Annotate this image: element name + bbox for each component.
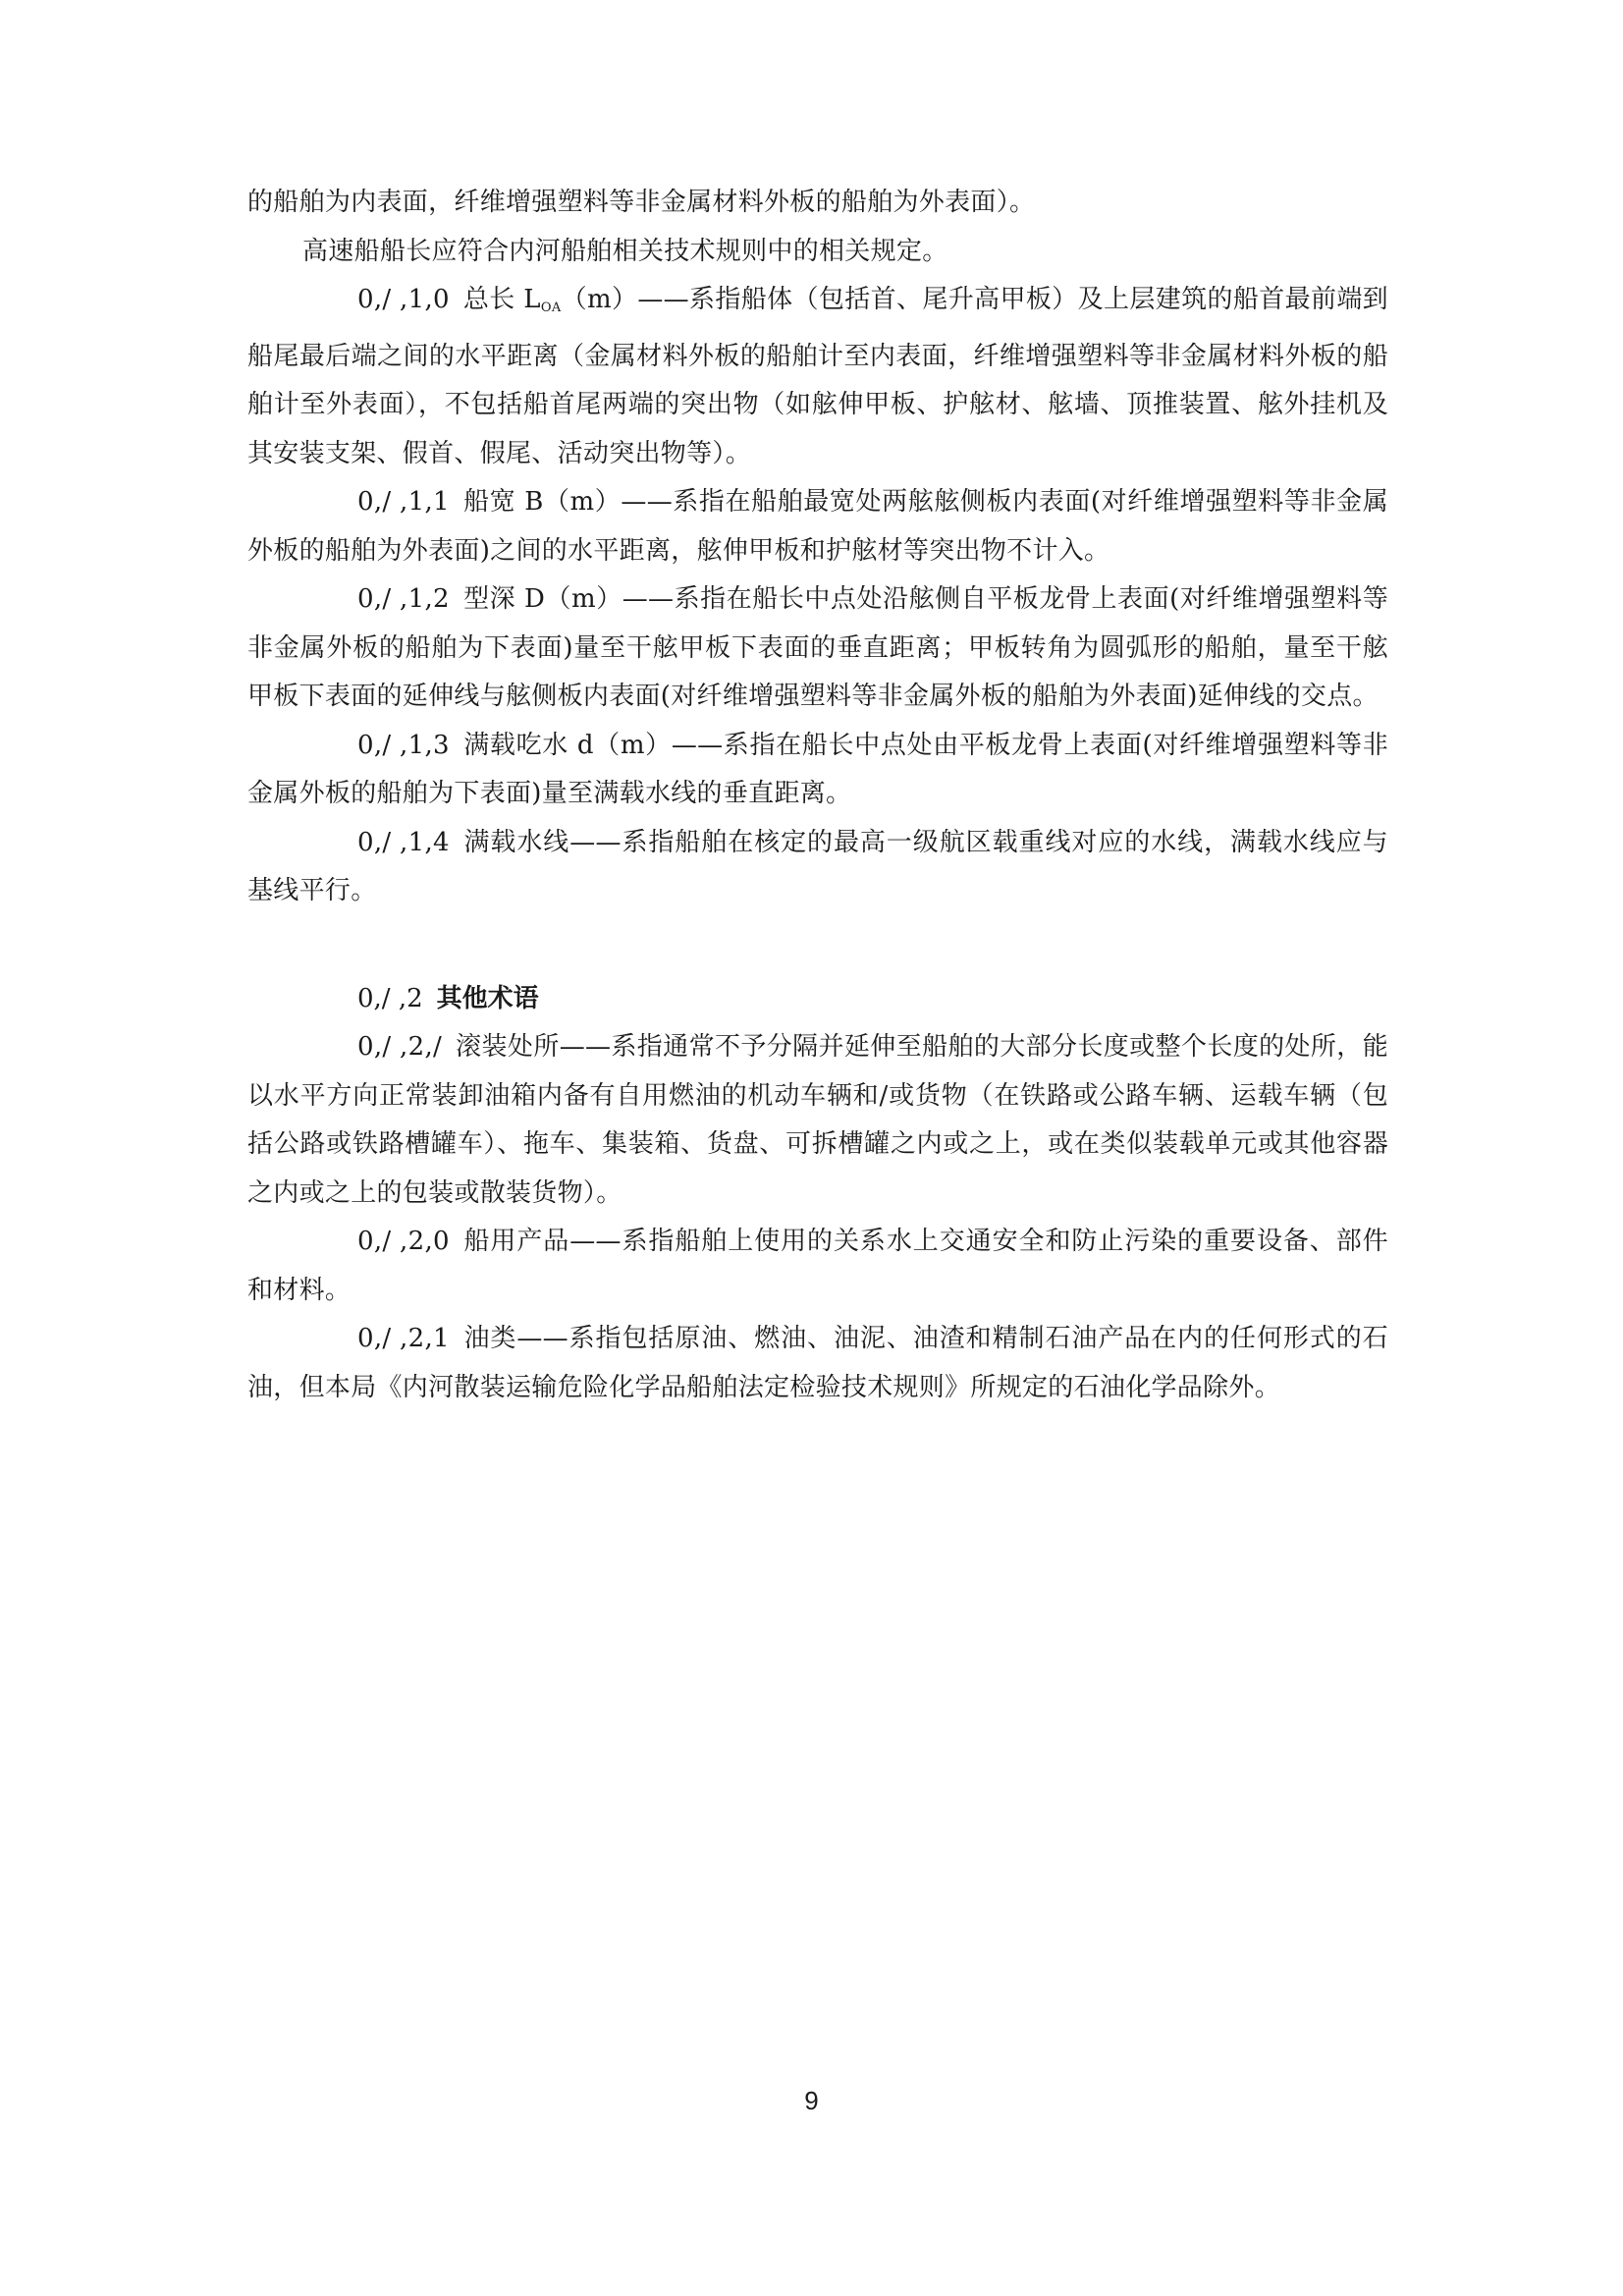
definition-text: 船宽 B（m）——系指在船舶最宽处两舷舷侧板内表面(对纤维增强塑料等非金属外板的船舶为外表面)之间的水平距离，舷伸甲板和护舷材等突出物不计入。 [247, 487, 1388, 566]
definition-text: （m）——系指船体（包括首、尾升高甲板）及上层建筑的船首最前端到船尾最后端之间的水平距离（金属材料外板的船舶计至内表面，纤维增强塑料等非金属材料外板的船舶计至外表面），不包括船首尾两端的突出物（如舷伸甲板、护舷材、舷墙、顶推装置、舷外挂机及其安装支架、假首、假尾、活动突出物等）。 [247, 285, 1388, 468]
clause-number: 0,/ ,2,1 [357, 1324, 450, 1353]
definition-length-overall [247, 276, 1388, 478]
paragraph-high-speed-craft-length [247, 228, 1388, 277]
clause-number: 0,/ ,1,2 [357, 584, 450, 614]
definition-text: 满载水线——系指船舶在核定的最高一级航区载重线对应的水线，满载水线应与基线平行。 [247, 827, 1388, 905]
definition-text: 油类——系指包括原油、燃油、油泥、油渣和精制石油产品在内的任何形式的石油，但本局《内河散装运输危险化学品船舶法定检验技术规则》所规定的石油化学品除外。 [247, 1324, 1388, 1402]
paragraph-text: 高速船船长应符合内河船舶相关技术规则中的相关规定。 [302, 236, 948, 266]
definition-oil [247, 1315, 1388, 1412]
definition-draft [247, 722, 1388, 819]
clause-number: 0,/ ,1,0 [357, 285, 450, 314]
definition-breadth [247, 478, 1388, 575]
clause-number: 0,/ ,2,/ [357, 1032, 443, 1062]
definition-ro-ro-space [247, 1023, 1388, 1218]
definition-marine-products [247, 1218, 1388, 1315]
page-number: 9 [804, 2086, 819, 2115]
definition-term: 总长 L [462, 285, 541, 314]
clause-number: 0,/ ,1,4 [357, 827, 450, 857]
paragraph-continuation [247, 179, 1388, 228]
section-heading [247, 975, 1388, 1024]
definition-text: 型深 D（m）——系指在船长中点处沿舷侧自平板龙骨上表面(对纤维增强塑料等非金属外板的船舶为下表面)量至干舷甲板下表面的垂直距离；甲板转角为圆弧形的船舶，量至干舷甲板下表面的延伸线与舷侧板内表面(对纤维增强塑料等非金属外板的船舶为外表面)延伸线的交点。 [247, 584, 1388, 711]
section-number: 0,/ ,2 [357, 983, 423, 1013]
definition-text: 船用产品——系指船舶上使用的关系水上交通安全和防止污染的重要设备、部件和材料。 [247, 1227, 1388, 1305]
paragraph-text: 的船舶为内表面，纤维增强塑料等非金属材料外板的船舶为外表面）。 [247, 188, 1036, 217]
clause-number: 0,/ ,1,3 [357, 730, 450, 760]
definition-depth [247, 575, 1388, 722]
clause-number: 0,/ ,2,0 [357, 1227, 450, 1256]
definition-load-waterline [247, 819, 1388, 916]
subscript-oa: OA [540, 301, 562, 315]
definition-text: 滚装处所——系指通常不予分隔并延伸至船舶的大部分长度或整个长度的处所，能以水平方向正常装卸油箱内备有自用燃油的机动车辆和/或货物（在铁路或公路车辆、运载车辆（包括公路或铁路槽罐车）、拖车、集装箱、货盘、可拆槽罐之内或之上，或在类似装载单元或其他容器之内或之上的包装或散装货物）。 [247, 1032, 1388, 1208]
document-body [247, 179, 1388, 1412]
definition-text: 满载吃水 d（m）——系指在船长中点处由平板龙骨上表面(对纤维增强塑料等非金属外板的船舶为下表面)量至满载水线的垂直距离。 [247, 730, 1388, 808]
section-title: 其他术语 [436, 983, 539, 1013]
clause-number: 0,/ ,1,1 [357, 487, 450, 517]
